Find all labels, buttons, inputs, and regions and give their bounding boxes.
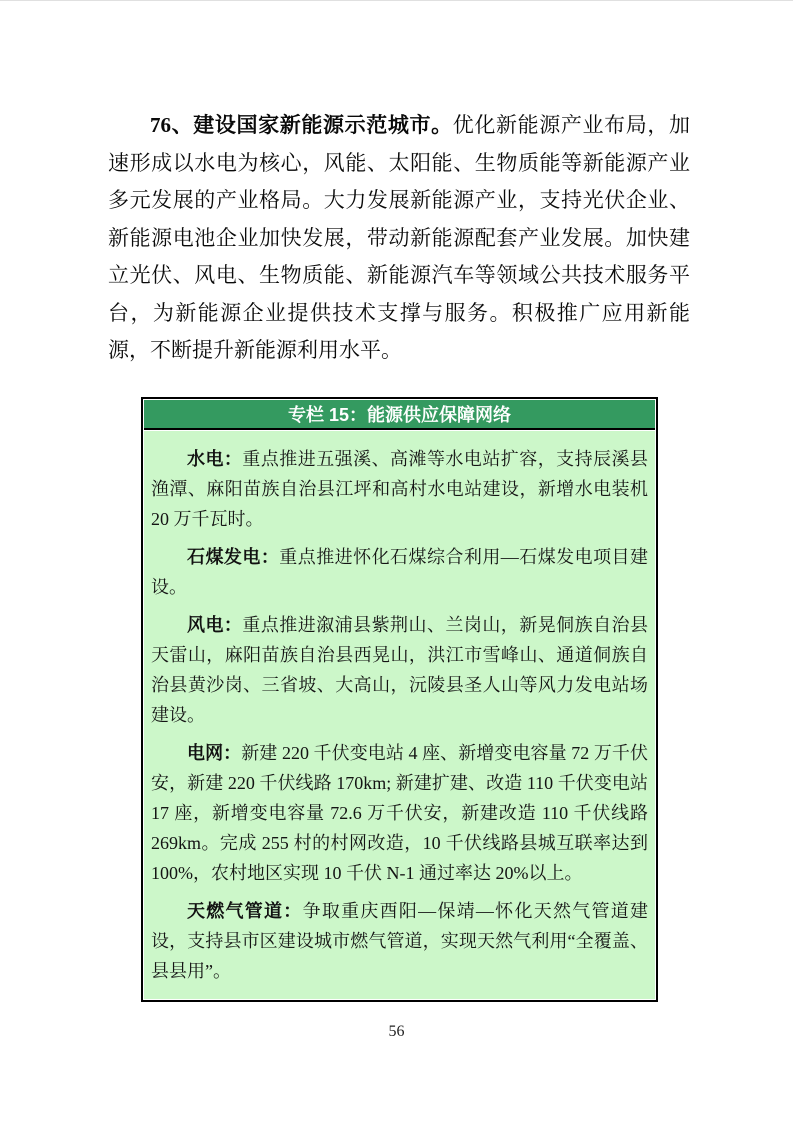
box-item-hydro [151,444,648,534]
box-item-hydro-text: 重点推进五强溪、高滩等水电站扩容，支持辰溪县渔潭、麻阳苗族自治县江坪和高村水电站建设，新增水电装机 20 万千瓦时。 [151,449,648,529]
column-box-body [144,431,655,999]
box-item-stone-coal-power [151,542,648,602]
column-box-15 [141,397,658,1002]
paragraph-76-body: 优化新能源产业布局，加速形成以水电为核心，风能、太阳能、生物质能等新能源产业多元发展的产业格局。大力发展新能源产业，支持光伏企业、新能源电池企业加快发展，带动新能源配套产业发展。加快建立光伏、风电、生物质能、新能源汽车等领域公共技术服务平台，为新能源企业提供技术支撑与服务。积极推广应用新能源，不断提升新能源利用水平。 [108,113,690,362]
box-item-gas-pipeline-label: 天燃气管道： [187,901,303,921]
box-item-wind-text: 重点推进溆浦县紫荆山、兰岗山，新晃侗族自治县天雷山，麻阳苗族自治县西晃山，洪江市雪峰山、通道侗族自治县黄沙岗、三省坡、大高山，沅陵县圣人山等风力发电站场建设。 [151,615,648,725]
box-item-grid-label: 电网： [187,743,242,763]
box-item-hydro-label: 水电： [187,449,243,469]
box-item-stone-coal-power-label: 石煤发电： [187,547,280,567]
box-item-wind-label: 风电： [187,615,243,635]
paragraph-76-heading: 76、建设国家新能源示范城市。 [150,113,453,137]
column-box-title: 专栏 15：能源供应保障网络 [144,400,655,430]
box-item-grid [151,738,648,888]
box-item-gas-pipeline-text: 争取重庆酉阳—保靖—怀化天然气管道建设，支持县市区建设城市燃气管道，实现天然气利用“全覆盖、县县用”。 [151,901,649,981]
box-item-gas-pipeline [151,896,648,986]
box-item-stone-coal-power-text: 重点推进怀化石煤综合利用—石煤发电项目建设。 [151,547,649,597]
box-item-grid-text: 新建 220 千伏变电站 4 座、新增变电容量 72 万千伏安，新建 220 千伏线路 170km; 新建扩建、改造 110 千伏变电站 17 座，新增变电容量 72.6 万千伏安，新建改造 110 千伏线路 269km。完成 255 村的村网改造，10 千伏线路县城互联率达到 100%，农村地区实现 10 千伏 N-1 通过率达 20%以上。 [151,743,649,883]
paragraph-76 [108,107,690,370]
box-item-wind [151,610,648,730]
page-number: 56 [388,1023,405,1040]
